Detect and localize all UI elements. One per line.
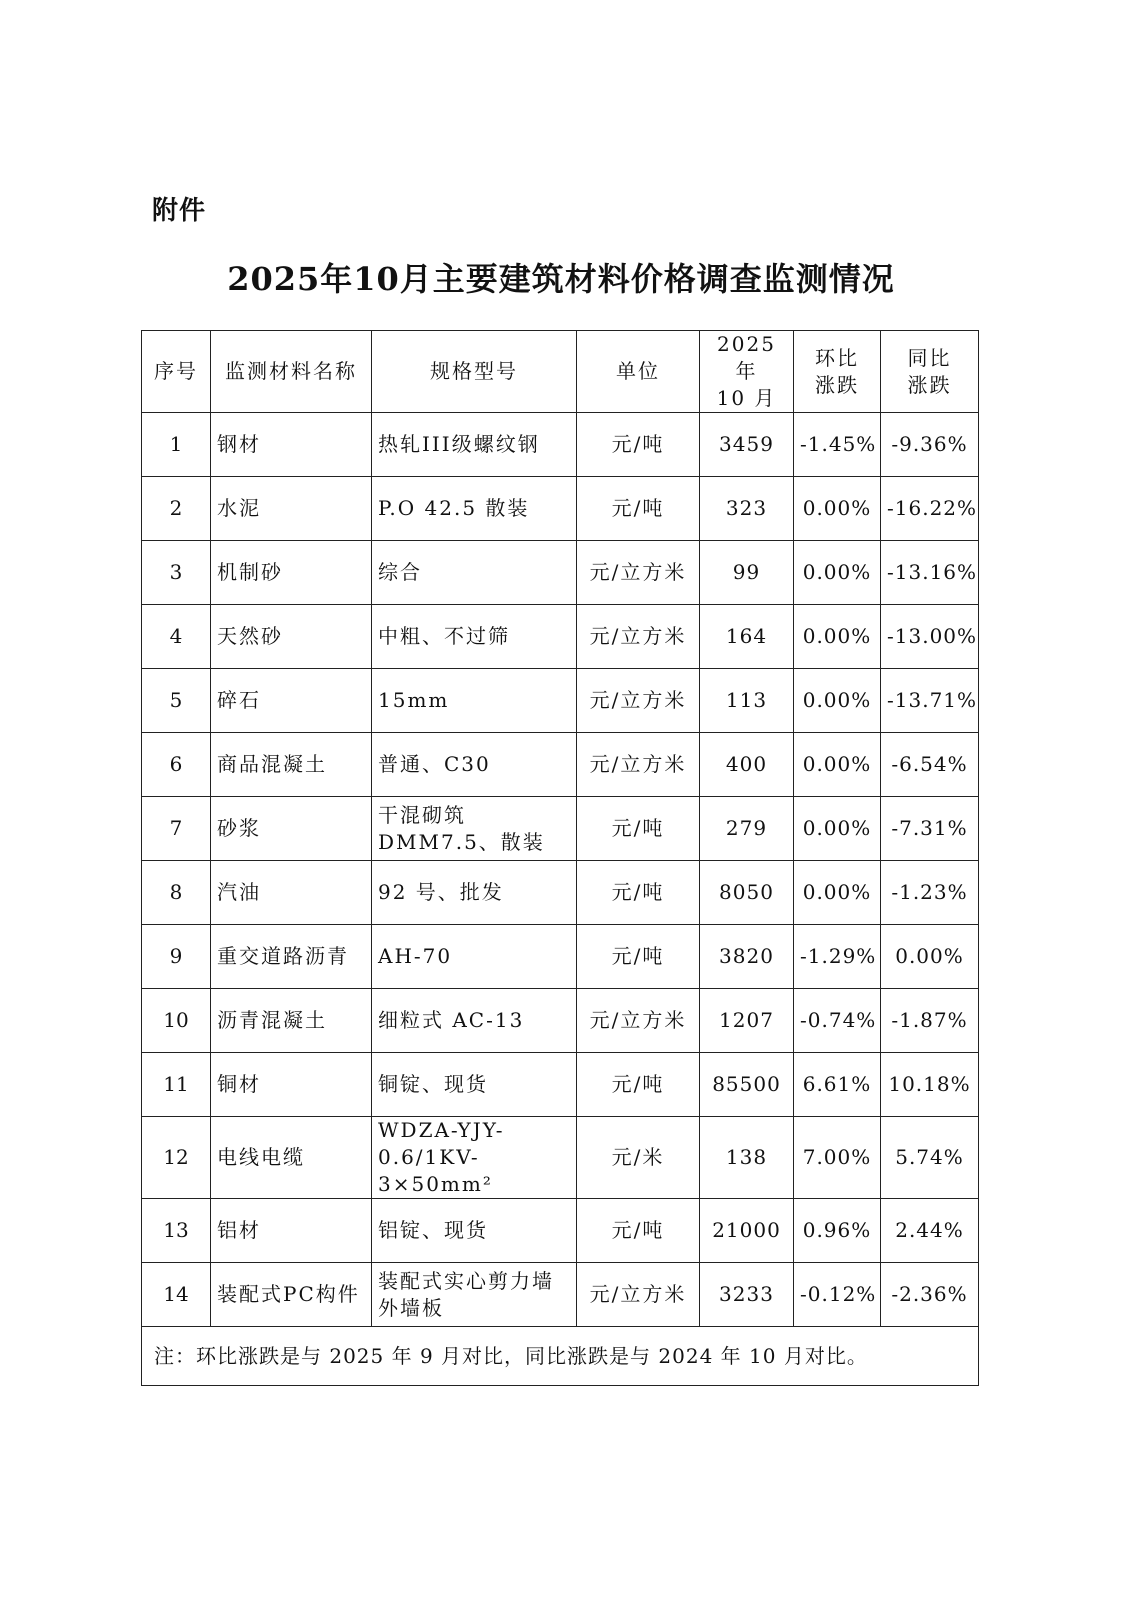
- cell-spec: 细粒式 AC-13: [372, 989, 577, 1053]
- cell-yoy-change: -7.31%: [881, 797, 979, 861]
- table-row: [142, 605, 979, 669]
- table-note: 注：环比涨跌是与 2025 年 9 月对比，同比涨跌是与 2024 年 10 月对比。: [142, 1327, 979, 1386]
- table-row: [142, 669, 979, 733]
- cell-name: 沥青混凝土: [211, 989, 372, 1053]
- cell-yoy-change: 5.74%: [881, 1117, 979, 1199]
- cell-unit: 元/立方米: [577, 605, 700, 669]
- header-unit: 单位: [577, 331, 700, 413]
- cell-spec: 92 号、批发: [372, 861, 577, 925]
- header-mom: [794, 331, 881, 413]
- cell-spec: AH-70: [372, 925, 577, 989]
- cell-name: 铝材: [211, 1199, 372, 1263]
- cell-price: 99: [700, 541, 794, 605]
- cell-price: 8050: [700, 861, 794, 925]
- cell-yoy-change: 0.00%: [881, 925, 979, 989]
- header-price-line2: 10 月: [716, 386, 777, 410]
- table-row: [142, 733, 979, 797]
- table-row: [142, 861, 979, 925]
- cell-yoy-change: -6.54%: [881, 733, 979, 797]
- header-price-line1: 2025 年: [717, 332, 776, 383]
- table-row: [142, 541, 979, 605]
- cell-price: 138: [700, 1117, 794, 1199]
- table-row: [142, 925, 979, 989]
- cell-no: 11: [142, 1053, 211, 1117]
- cell-mom-change: 0.00%: [794, 605, 881, 669]
- cell-price: 323: [700, 477, 794, 541]
- cell-spec: 普通、C30: [372, 733, 577, 797]
- cell-no: 3: [142, 541, 211, 605]
- cell-mom-change: 0.96%: [794, 1199, 881, 1263]
- header-yoy-line2: 涨跌: [907, 372, 952, 397]
- note-row: [142, 1327, 979, 1386]
- cell-mom-change: 0.00%: [794, 797, 881, 861]
- header-mom-line1: 环比: [815, 345, 859, 370]
- cell-unit: 元/米: [577, 1117, 700, 1199]
- cell-mom-change: 0.00%: [794, 541, 881, 605]
- cell-no: 2: [142, 477, 211, 541]
- cell-no: 13: [142, 1199, 211, 1263]
- cell-yoy-change: -13.16%: [881, 541, 979, 605]
- cell-spec: 铜锭、现货: [372, 1053, 577, 1117]
- cell-unit: 元/吨: [577, 1199, 700, 1263]
- cell-yoy-change: -13.71%: [881, 669, 979, 733]
- cell-yoy-change: -13.00%: [881, 605, 979, 669]
- cell-unit: 元/立方米: [577, 541, 700, 605]
- cell-price: 85500: [700, 1053, 794, 1117]
- cell-yoy-change: -16.22%: [881, 477, 979, 541]
- cell-spec: WDZA-YJY-0.6/1KV-3×50mm²: [372, 1117, 577, 1199]
- cell-yoy-change: -9.36%: [881, 413, 979, 477]
- cell-name: 重交道路沥青: [211, 925, 372, 989]
- table-row: [142, 1117, 979, 1199]
- cell-yoy-change: -1.87%: [881, 989, 979, 1053]
- cell-mom-change: -1.45%: [794, 413, 881, 477]
- cell-spec: 15mm: [372, 669, 577, 733]
- table-row: [142, 1199, 979, 1263]
- cell-spec: 综合: [372, 541, 577, 605]
- cell-no: 14: [142, 1263, 211, 1327]
- table-row: [142, 989, 979, 1053]
- cell-mom-change: 0.00%: [794, 861, 881, 925]
- cell-no: 4: [142, 605, 211, 669]
- cell-mom-change: 0.00%: [794, 477, 881, 541]
- cell-unit: 元/立方米: [577, 989, 700, 1053]
- cell-mom-change: -0.12%: [794, 1263, 881, 1327]
- cell-name: 天然砂: [211, 605, 372, 669]
- cell-no: 6: [142, 733, 211, 797]
- cell-no: 10: [142, 989, 211, 1053]
- cell-no: 1: [142, 413, 211, 477]
- cell-yoy-change: 10.18%: [881, 1053, 979, 1117]
- cell-no: 5: [142, 669, 211, 733]
- cell-name: 砂浆: [211, 797, 372, 861]
- cell-name: 电线电缆: [211, 1117, 372, 1199]
- header-no: 序号: [142, 331, 211, 413]
- cell-mom-change: 0.00%: [794, 669, 881, 733]
- table-row: [142, 413, 979, 477]
- cell-name: 汽油: [211, 861, 372, 925]
- cell-yoy-change: 2.44%: [881, 1199, 979, 1263]
- cell-no: 8: [142, 861, 211, 925]
- cell-unit: 元/立方米: [577, 669, 700, 733]
- cell-spec: 热轧III级螺纹钢: [372, 413, 577, 477]
- cell-unit: 元/吨: [577, 477, 700, 541]
- cell-name: 铜材: [211, 1053, 372, 1117]
- price-table: [141, 330, 979, 1386]
- table-row: [142, 477, 979, 541]
- cell-unit: 元/吨: [577, 925, 700, 989]
- cell-spec: P.O 42.5 散装: [372, 477, 577, 541]
- cell-unit: 元/立方米: [577, 1263, 700, 1327]
- page-title: 2025年10月主要建筑材料价格调查监测情况: [227, 260, 895, 298]
- cell-name: 装配式PC构件: [211, 1263, 372, 1327]
- header-yoy-line1: 同比: [907, 345, 952, 370]
- cell-spec: 铝锭、现货: [372, 1199, 577, 1263]
- cell-name: 水泥: [211, 477, 372, 541]
- cell-yoy-change: -1.23%: [881, 861, 979, 925]
- table-row: [142, 1053, 979, 1117]
- header-mom-line2: 涨跌: [815, 372, 859, 397]
- cell-no: 12: [142, 1117, 211, 1199]
- cell-name: 商品混凝土: [211, 733, 372, 797]
- cell-name: 碎石: [211, 669, 372, 733]
- table-body: [142, 413, 979, 1327]
- cell-spec: 中粗、不过筛: [372, 605, 577, 669]
- cell-yoy-change: -2.36%: [881, 1263, 979, 1327]
- cell-mom-change: 0.00%: [794, 733, 881, 797]
- cell-no: 7: [142, 797, 211, 861]
- header-yoy: [881, 331, 979, 413]
- cell-price: 21000: [700, 1199, 794, 1263]
- table-header-row: [142, 331, 979, 413]
- cell-unit: 元/吨: [577, 1053, 700, 1117]
- cell-unit: 元/吨: [577, 861, 700, 925]
- cell-mom-change: 6.61%: [794, 1053, 881, 1117]
- cell-spec: 干混砌筑 DMM7.5、散装: [372, 797, 577, 861]
- cell-price: 3233: [700, 1263, 794, 1327]
- attachment-label: 附件: [152, 196, 207, 226]
- cell-spec: 装配式实心剪力墙外墙板: [372, 1263, 577, 1327]
- cell-name: 钢材: [211, 413, 372, 477]
- cell-price: 400: [700, 733, 794, 797]
- cell-name: 机制砂: [211, 541, 372, 605]
- cell-mom-change: -1.29%: [794, 925, 881, 989]
- header-price: [700, 331, 794, 413]
- cell-mom-change: 7.00%: [794, 1117, 881, 1199]
- cell-unit: 元/吨: [577, 413, 700, 477]
- cell-mom-change: -0.74%: [794, 989, 881, 1053]
- table-row: [142, 1263, 979, 1327]
- cell-price: 279: [700, 797, 794, 861]
- table-row: [142, 797, 979, 861]
- cell-price: 113: [700, 669, 794, 733]
- cell-unit: 元/立方米: [577, 733, 700, 797]
- header-spec: 规格型号: [372, 331, 577, 413]
- cell-no: 9: [142, 925, 211, 989]
- cell-price: 1207: [700, 989, 794, 1053]
- cell-unit: 元/吨: [577, 797, 700, 861]
- cell-price: 3459: [700, 413, 794, 477]
- cell-price: 3820: [700, 925, 794, 989]
- cell-price: 164: [700, 605, 794, 669]
- header-name: 监测材料名称: [211, 331, 372, 413]
